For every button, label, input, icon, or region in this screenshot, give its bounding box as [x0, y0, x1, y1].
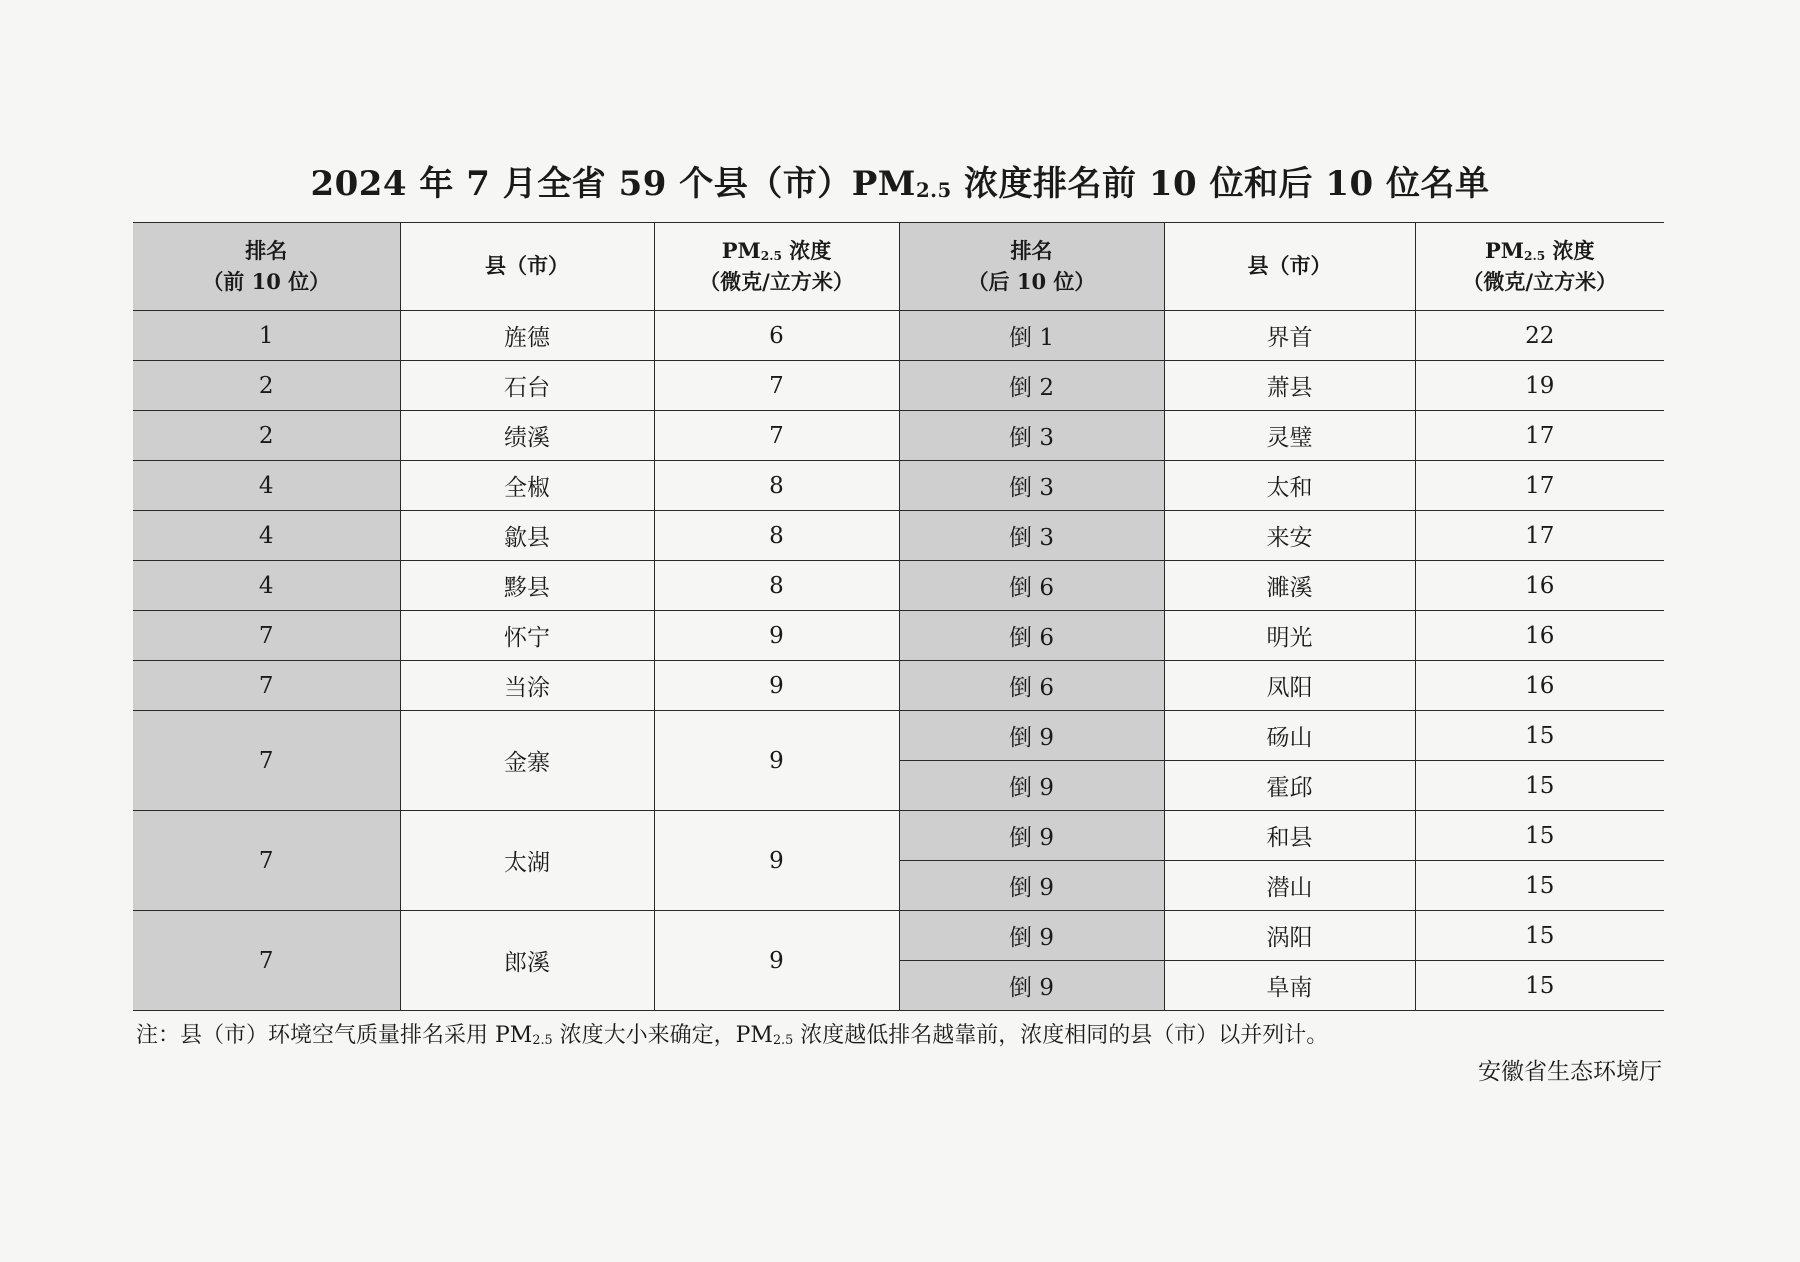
- bottom-county-cell: 太和: [1164, 461, 1415, 511]
- bottom-county-cell: 潜山: [1164, 861, 1415, 911]
- bottom-value-cell: 15: [1415, 961, 1664, 1011]
- bottom-rank-cell: 倒 9: [899, 861, 1164, 911]
- top-value-cell: 9: [654, 611, 899, 661]
- top-rank-cell: 4: [133, 461, 400, 511]
- table-row: [133, 661, 1664, 711]
- top-value-cell: 8: [654, 561, 899, 611]
- bottom-rank-cell: 倒 9: [899, 711, 1164, 761]
- bottom-value-cell: 15: [1415, 761, 1664, 811]
- bottom-county-cell: 明光: [1164, 611, 1415, 661]
- top-rank-cell: 4: [133, 561, 400, 611]
- header-county-bottom: 县（市）: [1164, 223, 1415, 311]
- footnote-part2: 浓度大小来确定，PM: [552, 1023, 773, 1048]
- bottom-value-cell: 15: [1415, 911, 1664, 961]
- header-concentration-top-line1: [655, 236, 899, 266]
- header-concentration-top-unit: （微克/立方米）: [699, 268, 854, 294]
- bottom-value-cell: 19: [1415, 361, 1664, 411]
- footnote-part1: 注：县（市）环境空气质量排名采用 PM: [136, 1023, 533, 1048]
- footnote-subscript1: 2.5: [532, 1033, 553, 1048]
- top-value-cell: 9: [654, 661, 899, 711]
- header-concentration-bottom: [1415, 223, 1664, 311]
- header-pm-label: PM: [721, 238, 761, 264]
- top-rank-cell: 2: [133, 361, 400, 411]
- table-row: [133, 911, 1664, 961]
- bottom-county-cell: 凤阳: [1164, 661, 1415, 711]
- bottom-rank-cell: 倒 3: [899, 461, 1164, 511]
- ranking-table-wrapper: [133, 222, 1664, 1011]
- table-row: [133, 311, 1664, 361]
- table-row: [133, 461, 1664, 511]
- top-county-cell: 金寨: [400, 711, 654, 811]
- top-value-cell: 8: [654, 511, 899, 561]
- top-rank-cell: 2: [133, 411, 400, 461]
- bottom-rank-cell: 倒 1: [899, 311, 1164, 361]
- header-county-top: 县（市）: [400, 223, 654, 311]
- top-rank-cell: 4: [133, 511, 400, 561]
- bottom-rank-cell: 倒 9: [899, 811, 1164, 861]
- top-county-cell: 全椒: [400, 461, 654, 511]
- page-title: [0, 156, 1800, 205]
- top-county-cell: 黟县: [400, 561, 654, 611]
- bottom-rank-cell: 倒 6: [899, 661, 1164, 711]
- bottom-county-cell: 萧县: [1164, 361, 1415, 411]
- table-row: [133, 411, 1664, 461]
- bottom-value-cell: 15: [1415, 861, 1664, 911]
- bottom-rank-cell: 倒 3: [899, 411, 1164, 461]
- top-county-cell: 旌德: [400, 311, 654, 361]
- bottom-value-cell: 17: [1415, 511, 1664, 561]
- header-rank-top-line1: 排名: [245, 238, 288, 264]
- bottom-county-cell: 砀山: [1164, 711, 1415, 761]
- footnote-subscript2: 2.5: [772, 1033, 794, 1048]
- top-value-cell: 7: [654, 411, 899, 461]
- footnote: [136, 1018, 1328, 1049]
- bottom-rank-cell: 倒 9: [899, 961, 1164, 1011]
- ranking-table: [133, 222, 1664, 1011]
- header-pm-subscript: 2.5: [760, 249, 782, 264]
- header-pm-subscript: 2.5: [1524, 249, 1546, 264]
- bottom-value-cell: 22: [1415, 311, 1664, 361]
- bottom-value-cell: 15: [1415, 811, 1664, 861]
- top-rank-cell: 7: [133, 611, 400, 661]
- bottom-county-cell: 灵璧: [1164, 411, 1415, 461]
- footnote-part3: 浓度越低排名越靠前，浓度相同的县（市）以并列计。: [793, 1023, 1329, 1048]
- header-concentration-top: [654, 223, 899, 311]
- top-county-cell: 绩溪: [400, 411, 654, 461]
- bottom-rank-cell: 倒 9: [899, 911, 1164, 961]
- top-county-cell: 石台: [400, 361, 654, 411]
- top-county-cell: 怀宁: [400, 611, 654, 661]
- header-concentration-label: 浓度: [1545, 238, 1595, 264]
- bottom-county-cell: 界首: [1164, 311, 1415, 361]
- bottom-county-cell: 霍邱: [1164, 761, 1415, 811]
- top-county-cell: 郎溪: [400, 911, 654, 1011]
- top-county-cell: 太湖: [400, 811, 654, 911]
- bottom-rank-cell: 倒 3: [899, 511, 1164, 561]
- title-subscript: 2.5: [915, 178, 952, 202]
- table-row: [133, 361, 1664, 411]
- top-county-cell: 当涂: [400, 661, 654, 711]
- table-row: [133, 811, 1664, 861]
- top-value-cell: 6: [654, 311, 899, 361]
- bottom-county-cell: 濉溪: [1164, 561, 1415, 611]
- top-county-cell: 歙县: [400, 511, 654, 561]
- top-rank-cell: 7: [133, 661, 400, 711]
- header-rank-bottom-line1: 排名: [1010, 238, 1053, 264]
- bottom-value-cell: 17: [1415, 461, 1664, 511]
- header-rank-bottom: [899, 223, 1164, 311]
- top-value-cell: 7: [654, 361, 899, 411]
- bottom-value-cell: 15: [1415, 711, 1664, 761]
- bottom-county-cell: 阜南: [1164, 961, 1415, 1011]
- top-rank-cell: 7: [133, 811, 400, 911]
- bottom-rank-cell: 倒 6: [899, 561, 1164, 611]
- top-value-cell: 9: [654, 911, 899, 1011]
- bottom-county-cell: 来安: [1164, 511, 1415, 561]
- table-row: [133, 711, 1664, 761]
- top-value-cell: 9: [654, 811, 899, 911]
- bottom-value-cell: 16: [1415, 661, 1664, 711]
- table-header-row: [133, 223, 1664, 311]
- bottom-value-cell: 17: [1415, 411, 1664, 461]
- header-concentration-bottom-line1: [1416, 236, 1665, 266]
- header-rank-bottom-line2: （后 10 位）: [967, 268, 1096, 294]
- table-row: [133, 611, 1664, 661]
- top-value-cell: 9: [654, 711, 899, 811]
- bottom-rank-cell: 倒 9: [899, 761, 1164, 811]
- title-prefix: 2024 年 7 月全省 59 个县（市）PM: [310, 164, 916, 204]
- header-pm-label: PM: [1484, 238, 1525, 264]
- bottom-value-cell: 16: [1415, 611, 1664, 661]
- top-rank-cell: 1: [133, 311, 400, 361]
- top-rank-cell: 7: [133, 911, 400, 1011]
- bottom-value-cell: 16: [1415, 561, 1664, 611]
- header-rank-top: [133, 223, 400, 311]
- top-value-cell: 8: [654, 461, 899, 511]
- bottom-county-cell: 和县: [1164, 811, 1415, 861]
- header-concentration-bottom-unit: （微克/立方米）: [1462, 268, 1618, 294]
- top-rank-cell: 7: [133, 711, 400, 811]
- title-suffix: 浓度排名前 10 位和后 10 位名单: [951, 164, 1490, 204]
- bottom-rank-cell: 倒 6: [899, 611, 1164, 661]
- bottom-county-cell: 涡阳: [1164, 911, 1415, 961]
- issuer-signature: 安徽省生态环境厅: [1478, 1059, 1662, 1085]
- header-concentration-label: 浓度: [781, 238, 832, 264]
- header-rank-top-line2: （前 10 位）: [202, 268, 331, 294]
- bottom-rank-cell: 倒 2: [899, 361, 1164, 411]
- table-row: [133, 561, 1664, 611]
- table-row: [133, 511, 1664, 561]
